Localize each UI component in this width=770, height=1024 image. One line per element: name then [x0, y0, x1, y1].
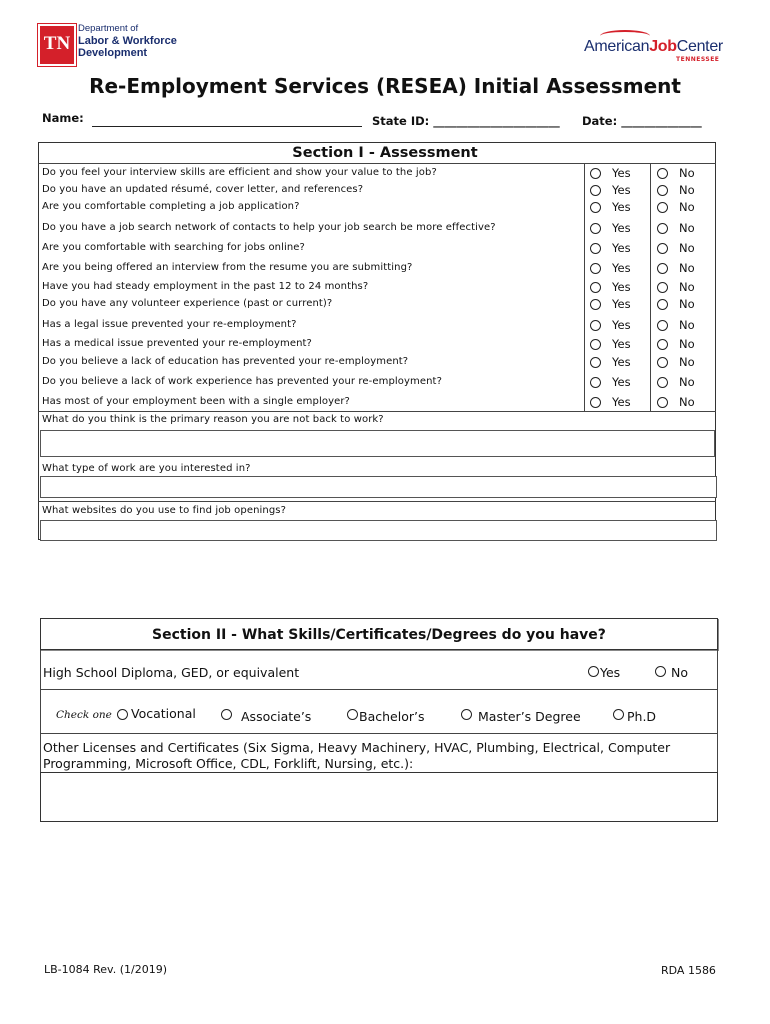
no-radio[interactable] [657, 168, 668, 179]
no-radio[interactable] [657, 243, 668, 254]
options-divider [584, 164, 585, 412]
question-text: Are you comfortable completing a job application? [42, 201, 300, 212]
question-text: Do you feel your interview skills are efficient and show your value to the job? [42, 167, 437, 178]
question-text: Do you have an updated résumé, cover letter, and references? [42, 184, 364, 195]
no-label: No [679, 375, 695, 389]
question-text: Do you have any volunteer experience (past or current)? [42, 298, 333, 309]
yes-radio[interactable] [590, 397, 601, 408]
section2-title: Section II - What Skills/Certificates/Degrees do you have? [152, 627, 606, 643]
work-type-input[interactable] [40, 476, 717, 498]
no-radio[interactable] [657, 223, 668, 234]
yes-label: Yes [612, 297, 631, 311]
no-label: No [679, 261, 695, 275]
yes-label: Yes [612, 166, 631, 180]
dept-line-1: Department of [78, 23, 139, 34]
bachelors-label: Bachelor’s [359, 709, 425, 724]
question-text: Do you believe a lack of education has prevented your re-employment? [42, 356, 409, 367]
yes-radio[interactable] [590, 377, 601, 388]
websites-input[interactable] [40, 520, 717, 541]
yes-radio[interactable] [590, 168, 601, 179]
open-question-websites: What websites do you use to find job openings? [42, 505, 286, 516]
yes-label: Yes [612, 318, 631, 332]
check-one-label: Check one [56, 709, 112, 721]
question-text: Are you comfortable with searching for jobs online? [42, 242, 305, 253]
name-label: Name: [42, 111, 84, 125]
yes-radio[interactable] [590, 263, 601, 274]
other-licenses-input[interactable] [40, 772, 718, 822]
other-licenses-line2: Programming, Microsoft Office, CDL, Forklift, Nursing, etc.): [43, 756, 414, 771]
no-radio[interactable] [657, 185, 668, 196]
state-id-label[interactable]: State ID: ______________________ [372, 114, 560, 128]
associates-radio[interactable] [221, 709, 232, 720]
no-radio[interactable] [657, 263, 668, 274]
no-radio[interactable] [657, 339, 668, 350]
associates-label: Associate’s [241, 709, 312, 724]
hs-yes-label: Yes [600, 665, 621, 680]
no-radio[interactable] [657, 397, 668, 408]
no-radio[interactable] [657, 377, 668, 388]
no-label: No [679, 318, 695, 332]
divider [40, 689, 718, 690]
question-text: Have you had steady employment in the past 12 to 24 months? [42, 281, 369, 292]
no-label: No [679, 337, 695, 351]
ajc-center: Center [676, 38, 723, 55]
no-label: No [679, 200, 695, 214]
no-label: No [679, 221, 695, 235]
question-text: Has a medical issue prevented your re-employment? [42, 338, 312, 349]
question-text: Are you being offered an interview from the resume you are submitting? [42, 262, 413, 273]
yes-radio[interactable] [590, 243, 601, 254]
ajc-job: Job [649, 38, 677, 55]
no-radio[interactable] [657, 299, 668, 310]
hs-yes-radio[interactable] [588, 666, 599, 677]
masters-radio[interactable] [461, 709, 472, 720]
yes-radio[interactable] [590, 339, 601, 350]
yes-radio[interactable] [590, 223, 601, 234]
no-label: No [679, 280, 695, 294]
yes-label: Yes [612, 280, 631, 294]
no-label: No [679, 355, 695, 369]
no-label: No [679, 166, 695, 180]
divider [40, 733, 718, 734]
question-text: Do you have a job search network of contacts to help your job search be more effective? [42, 222, 496, 233]
phd-label: Ph.D [627, 709, 657, 724]
dept-line-2: Labor & Workforce [78, 35, 177, 47]
no-radio[interactable] [657, 320, 668, 331]
department-name [78, 23, 177, 59]
yes-label: Yes [612, 200, 631, 214]
yes-radio[interactable] [590, 320, 601, 331]
divider [38, 411, 716, 412]
other-licenses-line1: Other Licenses and Certificates (Six Sigma, Heavy Machinery, HVAC, Plumbing, Electrical, Computer [43, 740, 671, 755]
vocational-label: Vocational [131, 706, 196, 721]
no-label: No [679, 183, 695, 197]
no-label: No [679, 241, 695, 255]
no-radio[interactable] [657, 282, 668, 293]
yes-radio[interactable] [590, 357, 601, 368]
yes-label: Yes [612, 261, 631, 275]
vocational-radio[interactable] [117, 709, 128, 720]
section1-title: Section I - Assessment [292, 145, 478, 161]
name-field[interactable] [92, 114, 362, 127]
no-label: No [679, 297, 695, 311]
yes-label: Yes [612, 241, 631, 255]
form-number: LB-1084 Rev. (1/2019) [44, 963, 167, 976]
open-question-primary-reason: What do you think is the primary reason you are not back to work? [42, 414, 384, 425]
masters-label: Master’s Degree [478, 709, 581, 724]
question-text: Has a legal issue prevented your re-employment? [42, 319, 297, 330]
no-radio[interactable] [657, 202, 668, 213]
yes-label: Yes [612, 221, 631, 235]
bachelors-radio[interactable] [347, 709, 358, 720]
yes-radio[interactable] [590, 299, 601, 310]
yes-label: Yes [612, 395, 631, 409]
question-text: Do you believe a lack of work experience has prevented your re-employment? [42, 376, 442, 387]
divider [38, 501, 716, 502]
yes-radio[interactable] [590, 282, 601, 293]
american-job-center-logo [584, 38, 723, 56]
ajc-american: American [584, 38, 650, 55]
rda-number: RDA 1586 [661, 964, 716, 977]
dept-line-3: Development [78, 47, 148, 59]
ajc-state: TENNESSEE [676, 56, 720, 63]
question-text: Has most of your employment been with a single employer? [42, 396, 350, 407]
primary-reason-input[interactable] [40, 430, 715, 457]
hs-no-label: No [671, 665, 688, 680]
yes-label: Yes [612, 183, 631, 197]
yes-label: Yes [612, 375, 631, 389]
hs-no-radio[interactable] [655, 666, 666, 677]
date-label[interactable]: Date: ______________ [582, 114, 702, 128]
yes-radio[interactable] [590, 202, 601, 213]
phd-radio[interactable] [613, 709, 624, 720]
page-title: Re-Employment Services (RESEA) Initial Assessment [89, 74, 681, 98]
tn-logo: TN [38, 24, 76, 66]
yes-label: Yes [612, 355, 631, 369]
no-radio[interactable] [657, 357, 668, 368]
high-school-label: High School Diploma, GED, or equivalent [43, 665, 300, 680]
no-label: No [679, 395, 695, 409]
yes-no-divider [650, 164, 651, 412]
yes-label: Yes [612, 337, 631, 351]
open-question-work-type: What type of work are you interested in? [42, 463, 251, 474]
yes-radio[interactable] [590, 185, 601, 196]
